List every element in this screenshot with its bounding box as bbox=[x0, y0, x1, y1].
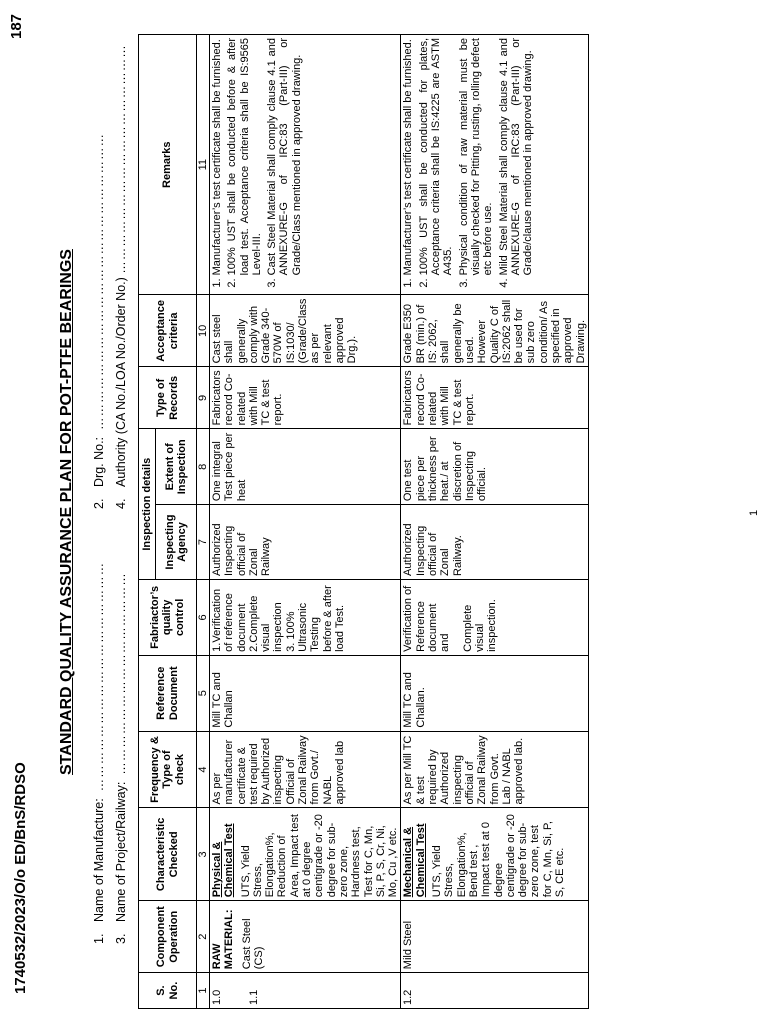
col-number: 11 bbox=[197, 35, 210, 295]
col-number: 5 bbox=[197, 655, 210, 731]
cell-extent: One test piece per thickness per heat./ at discretion of Inspecting official. bbox=[401, 429, 588, 505]
field-authority: 4.Authority (CA No./LOA No./Order No.) …………………………………………… bbox=[114, 44, 128, 509]
cell-sno: 1.2 bbox=[401, 973, 588, 1009]
col-number: 8 bbox=[197, 429, 210, 505]
header-inspection-details: Inspection details bbox=[139, 429, 156, 580]
cell-characteristic: Physical & Chemical Test UTS, Yield Stress, Elongation%, Reduction of Area, Impact test at 0 degree centigrade or -20 degree for sub-zero zone, Hardness test, Test for C, Mn, Si, P, S, Cr, Ni, Mo, Cu ,V etc. bbox=[210, 808, 401, 901]
header-remarks: Remarks bbox=[139, 35, 197, 295]
cell-characteristic: Mechanical & Chemical Test UTS, Yield Stress, Elongation%, Bend test , Impact test at 0 degree centigrade or -20 degree for sub-zero zone, test for C, Mn, Si, P, S, CE etc. bbox=[401, 808, 588, 901]
header-component: Component Operation bbox=[139, 901, 197, 973]
cell-component: Mild Steel bbox=[401, 901, 588, 973]
field-project: 3.Name of Project/Railway: ……………………………………… bbox=[114, 572, 128, 944]
field-drawing-no: 2.Drg. No.: ………………………………………………………… bbox=[92, 133, 106, 509]
cell-component: RAW MATERIAL: Cast Steel (CS) bbox=[210, 901, 401, 973]
header-records: Type of Records bbox=[139, 367, 197, 429]
cell-acceptance: Cast steel shall generally comply with Grade 340-570W of IS:1030/ (Grade/Class as per relevant approved Drg.). bbox=[210, 295, 401, 367]
header-characteristic: Characteristic Checked bbox=[139, 808, 197, 901]
header-reference: Reference Document bbox=[139, 655, 197, 731]
cell-remarks: 1. Manufacturer’s test certificate shall be furnished. 2. 100% UST shall be conducted before & after load test. Acceptance criteria shall be IS:9565 Level-III. 3. Cast Steel Material shall comply clause 4.1 and ANNEXURE-G of IRC:83 (Part-III) or Grade/Class mentioned in approved drawing. bbox=[210, 35, 401, 295]
header-sno: S. No. bbox=[139, 973, 197, 1009]
col-number: 9 bbox=[197, 367, 210, 429]
cell-fabricator: Verification of Reference document and Complete visual inspection. bbox=[401, 579, 588, 655]
cell-sno: 1.0 1.1 bbox=[210, 973, 401, 1009]
field-manufacture: 1.Name of Manufacture: …………………………………………… bbox=[92, 561, 106, 944]
cell-acceptance: Grade E350 BR (min.) of IS: 2062, shall generally be used. However Quality C of IS:2062 shall be used for sub zero condition/ As specified in approved Drawing. bbox=[401, 295, 588, 367]
col-number: 3 bbox=[197, 808, 210, 901]
header-acceptance: Acceptance criteria bbox=[139, 295, 197, 367]
footer-page-number: 1 bbox=[748, 509, 760, 516]
qap-table bbox=[138, 34, 589, 1009]
column-number-row bbox=[197, 35, 210, 1009]
cell-records: Fabricators record Co-related with Mill TC & test report. bbox=[210, 367, 401, 429]
col-number: 4 bbox=[197, 731, 210, 808]
table-row bbox=[401, 35, 588, 1009]
cell-extent: One integral Test piece per heat bbox=[210, 429, 401, 505]
header-fabricator: Fabriactor’s quality control bbox=[139, 579, 197, 655]
col-number: 7 bbox=[197, 505, 210, 580]
header-row bbox=[139, 35, 156, 1009]
cell-frequency: As per manufacturer certificate & test required by Authorized inspecting Official of Zonal Railway from Govt./ NABL approved lab bbox=[210, 731, 401, 808]
document-title: STANDARD QUALITY ASSURANCE PLAN FOR POT-PTFE BEARINGS bbox=[58, 249, 75, 775]
document-reference: 1740532/2023/O/o ED/BnS/RDSO bbox=[12, 762, 29, 994]
header-extent: Extent of Inspection bbox=[156, 429, 197, 505]
cell-agency: Authorized Inspecting official of Zonal Railway bbox=[210, 505, 401, 580]
page-number: 187 bbox=[8, 13, 25, 39]
cell-reference: Mill TC and Challan. bbox=[401, 655, 588, 731]
cell-agency: Authorized Inspecting official of Zonal Railway. bbox=[401, 505, 588, 580]
col-number: 1 bbox=[197, 973, 210, 1009]
header-frequency: Frequency & Type of check bbox=[139, 731, 197, 808]
col-number: 2 bbox=[197, 901, 210, 973]
cell-records: Fabricators record Co-related with Mill TC & test report. bbox=[401, 367, 588, 429]
table-row bbox=[210, 35, 401, 1009]
cell-reference: Mill TC and Challan bbox=[210, 655, 401, 731]
col-number: 6 bbox=[197, 579, 210, 655]
header-agency: Inspecting Agency bbox=[156, 505, 197, 580]
col-number: 10 bbox=[197, 295, 210, 367]
cell-fabricator: 1.Verification of reference document 2.Complete visual inspection 3. 100% Ultrasonic Testing before & after load Test. bbox=[210, 579, 401, 655]
cell-frequency: As per Mill TC & test required by Authorized inspecting official of Zonal Railway from Govt. Lab / NABL approved lab. bbox=[401, 731, 588, 808]
cell-remarks: 1. Manufacturer’s test certificate shall be furnished. 2. 100% UST shall be conducted for plates, Acceptance criteria shall be IS:4225 are ASTM A435. 3. Physical condition of raw material must be visually checked for Pitting, rusting, rolling defect etc before use. 4. Mild Steel Material shall comply clause 4.1 and ANNEXURE-G of IRC:83 (Part-III) or Grade/clause mentioned in approved drawing. bbox=[401, 35, 588, 295]
